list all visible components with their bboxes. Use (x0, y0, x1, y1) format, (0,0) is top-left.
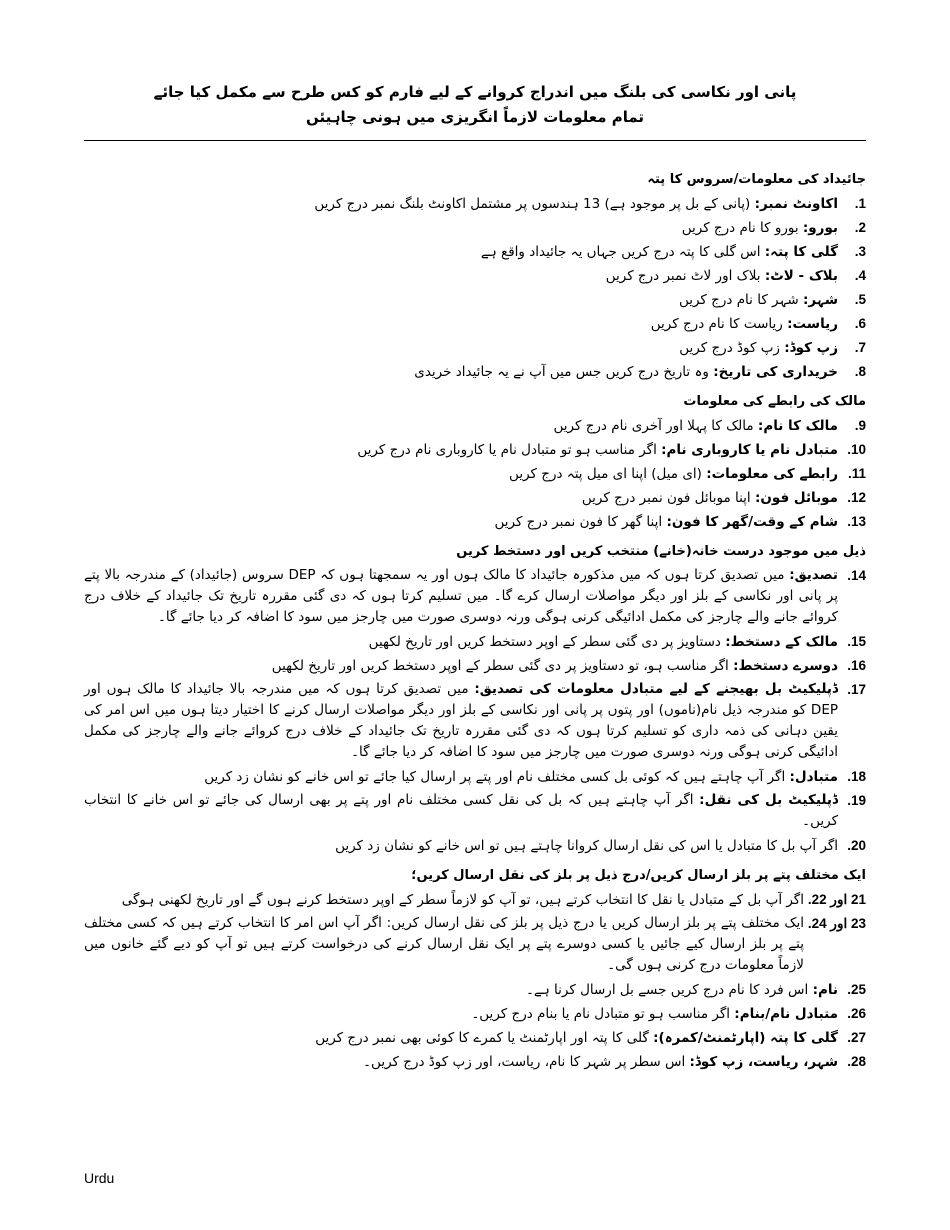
item-description: شہر کا نام درج کریں (678, 292, 804, 308)
item-description: وہ تاریخ درج کریں جس میں آپ نے یہ جائیداد خریدی (414, 364, 714, 380)
item-text (84, 462, 838, 486)
item-description: اس گلی کا پتہ درج کریں جہاں یہ جائیداد واقع ہے (480, 244, 765, 260)
section-heading: ایک مختلف پتے پر بلز ارسال کریں/درج ذیل پر بلز کی نقل ارسال کریں؛ (411, 868, 866, 883)
list-item (84, 216, 866, 240)
list-item (84, 312, 866, 336)
item-text (84, 336, 838, 360)
item-description: گلی کا پتہ اور اپارٹمنٹ یا کمرے کا کوئی بھی نمبر درج کریں (315, 1030, 654, 1046)
item-number: 27. (847, 1030, 866, 1045)
item-number: 21 اور 22. (807, 892, 866, 907)
item-text (84, 312, 838, 336)
item-description: اگر مناسب ہو تو متبادل نام یا کاروباری نام درج کریں (357, 442, 662, 458)
list-item (84, 888, 866, 912)
item-text (84, 264, 838, 288)
item-label: دوسرے دستخط: (733, 658, 838, 674)
item-number: 14. (847, 568, 866, 583)
item-number: 20. (847, 838, 866, 853)
item-description: دستاویز پر دی گئی سطر کے اوپر دستخط کریں اور تاریخ لکھیں (368, 634, 726, 650)
list-item (84, 438, 866, 462)
item-text (84, 1026, 838, 1050)
item-description: اگر آپ چاہتے ہیں کہ بل کی نقل کسی مختلف نام اور پتے پر بھی ارسال کی جائے تو اس خانے کا انتخاب کریں۔ (84, 792, 838, 829)
item-description: اس سطر پر شہر کا نام، ریاست، اور زپ کوڈ درج کریں۔ (363, 1054, 690, 1070)
item-number: 4. (854, 268, 866, 283)
item-description: میں تصدیق کرتا ہوں کہ میں مندرجہ بالا جائیداد کا مالک ہوں اور DEP کو مندرجہ ذیل نام(ناموں) اور پتوں پر پانی اور نکاسی کے بلز اور دیگر مواصلات ارسال کرنے کا اختیار دیتا ہوں میں اس امر کی یقین دہانی کی ذمہ داری کو تسلیم کرتا ہوں کہ دی گئی مقررہ تاریخ تک جائیداد کے خلاف درج کروائے جانے والے چارجز کی مکمل ادائیگی کرنی ہوگی ورنہ دوسری صورت میں چارجز میں سود کا اضافہ کر دیا جائے گا۔ (84, 681, 838, 760)
item-number: 10. (847, 442, 866, 457)
list-item (84, 336, 866, 360)
item-text (84, 192, 838, 216)
item-text (84, 414, 838, 438)
item-description: اگر مناسب ہو، تو دستاویز پر دی گئی سطر کے اوپر دستخط کریں اور تاریخ لکھیں (271, 658, 734, 674)
title-line-1: پانی اور نکاسی کی بلنگ میں اندراج کروانے کے لیے فارم کو کس طرح سے مکمل کیا جائے (153, 83, 797, 101)
item-text (84, 790, 838, 832)
section-spacer (84, 1074, 866, 1080)
instruction-list (84, 888, 866, 1074)
section-heading: جائیداد کی معلومات/سروس کا پتہ (647, 172, 866, 187)
item-description: اپنا گھر کا فون نمبر درج کریں (494, 514, 667, 530)
item-number: 11. (847, 466, 866, 481)
item-label: خریداری کی تاریخ: (713, 364, 838, 380)
instructions-body (84, 168, 866, 1080)
item-number: 7. (854, 340, 866, 355)
item-label: متبادل نام/بنام: (734, 1006, 838, 1022)
item-description: اس فرد کا نام درج کریں جسے بل ارسال کرنا ہے۔ (526, 982, 813, 998)
item-text (84, 240, 838, 264)
section-heading: ذیل میں موجود درست خانہ(خانے) منتخب کریں اور دستخط کریں (456, 544, 866, 559)
item-text (84, 486, 838, 510)
item-description: (ای میل) اپنا ای میل پتہ درج کریں (509, 466, 707, 482)
item-text (84, 834, 838, 858)
item-number: 17. (847, 682, 866, 697)
list-item (84, 264, 866, 288)
instruction-list (84, 414, 866, 534)
list-item (84, 240, 866, 264)
list-item (84, 288, 866, 312)
item-label: ڈپلیکیٹ بل بھیجنے کے لیے متبادل معلومات کی تصدیق: (474, 681, 838, 697)
item-description: مالک کا پہلا اور آخری نام درج کریں (553, 418, 758, 434)
item-number: 1. (854, 196, 866, 211)
item-description: اگر آپ بل کے متبادل یا نقل کا انتخاب کرتے ہیں، تو آپ کو لازماً سطر کے اوپر دستخط کرنے ہوں گے اور تاریخ لکھنی ہوگی (121, 892, 804, 908)
item-text (84, 216, 838, 240)
item-label: متبادل: (789, 769, 838, 785)
item-number: 25. (847, 982, 866, 997)
item-label: بورو: (802, 220, 838, 236)
item-label: اکاونٹ نمبر: (754, 196, 838, 212)
list-item (84, 510, 866, 534)
list-item (84, 414, 866, 438)
item-label: شام کے وقت/گھر کا فون: (666, 514, 838, 530)
item-number: 18. (847, 769, 866, 784)
instruction-list (84, 565, 866, 858)
item-number: 6. (854, 316, 866, 331)
list-item (84, 1002, 866, 1026)
item-description: اپنا موبائل فون نمبر درج کریں (581, 490, 755, 506)
item-label: ریاست: (787, 316, 838, 332)
item-label: شہر، ریاست، زپ کوڈ: (689, 1054, 838, 1070)
item-label: موبائل فون: (754, 490, 838, 506)
item-number: 2. (854, 220, 866, 235)
item-number: 19. (847, 793, 866, 808)
list-item (84, 913, 866, 976)
list-item (84, 654, 866, 678)
item-number: 12. (847, 490, 866, 505)
instruction-list (84, 192, 866, 384)
list-item (84, 462, 866, 486)
item-text (84, 1050, 838, 1074)
footer-language: Urdu (84, 1170, 115, 1186)
item-number: 26. (847, 1006, 866, 1021)
list-item (84, 565, 866, 628)
item-number: 3. (854, 244, 866, 259)
item-label: شہر: (803, 292, 838, 308)
list-item (84, 679, 866, 763)
list-item (84, 192, 866, 216)
page-header (84, 80, 866, 130)
item-number: 23 اور 24. (807, 916, 866, 931)
item-text (84, 978, 838, 1002)
list-item (84, 834, 866, 858)
item-description: میں تصدیق کرتا ہوں کہ میں مذکورہ جائیداد کا مالک ہوں اور یہ سمجھتا ہوں کہ DEP سروس (جائیداد) کے مندرجہ بالا پتے پر پانی اور نکاسی کے بلز اور دیگر مواصلات ارسال کرے گا۔ میں تسلیم کرتا ہوں کہ دی گئی مقررہ تاریخ تک جائیداد کے خلاف درج کروائے جانے والے چارجز کی مکمل ادائیگی کرنی ہوگی ورنہ دوسری صورت میں چارجز میں سود کا اضافہ کر دیا جائے گا۔ (84, 567, 838, 625)
item-text (84, 654, 838, 678)
item-label: بلاک - لاٹ: (764, 268, 838, 284)
item-label: گلی کا پتہ (اپارٹمنٹ/کمرہ): (653, 1030, 838, 1046)
item-description: ریاست کا نام درج کریں (650, 316, 788, 332)
item-description: بلاک اور لاٹ نمبر درج کریں (605, 268, 765, 284)
item-label: رابطے کی معلومات: (706, 466, 838, 482)
item-number: 16. (847, 658, 866, 673)
item-text (84, 913, 804, 976)
item-number: 13. (847, 514, 866, 529)
item-number: 9. (854, 418, 866, 433)
item-text (84, 438, 838, 462)
item-text (84, 765, 838, 789)
item-label: تصدیق: (789, 567, 838, 583)
item-label: گلی کا پتہ: (764, 244, 838, 260)
list-item (84, 630, 866, 654)
item-text (84, 360, 838, 384)
item-number: 5. (854, 292, 866, 307)
item-description: ایک مختلف پتے پر بلز ارسال کریں یا درج ذیل پر بلز کی نقل ارسال کریں: اگر آپ اس امر کا انتخاب کرتے ہیں کہ کسی مختلف پتے پر بلز ارسال کیے جائیں یا کسی دوسرے پتے پر ایک نقل ارسال کرنے کی درخواست کرتے ہیں تو آپ کو دیے گئے خانوں میں لازماً معلومات درج کرنی ہوں گی۔ (84, 915, 804, 973)
item-text (84, 679, 838, 763)
item-label: ڈپلیکیٹ بل کی نقل: (699, 792, 838, 808)
item-label: نام: (812, 982, 838, 998)
item-description: زپ کوڈ درج کریں (679, 340, 785, 356)
item-description: بورو کا نام درج کریں (681, 220, 803, 236)
list-item (84, 1026, 866, 1050)
section-heading: مالک کی رابطے کی معلومات (683, 394, 866, 409)
item-number: 28. (847, 1054, 866, 1069)
item-text (84, 1002, 838, 1026)
list-item (84, 790, 866, 832)
item-text (84, 288, 838, 312)
item-text (84, 565, 838, 628)
list-item (84, 765, 866, 789)
item-text (84, 510, 838, 534)
list-item (84, 1050, 866, 1074)
item-number: 8. (854, 364, 866, 379)
item-label: مالک کا نام: (757, 418, 838, 434)
item-number: 15. (847, 634, 866, 649)
item-text (84, 630, 838, 654)
list-item (84, 360, 866, 384)
item-description: (پانی کے بل پر موجود ہے) 13 ہندسوں پر مشتمل اکاونٹ بلنگ نمبر درج کریں (314, 196, 755, 212)
header-divider (84, 140, 866, 141)
list-item (84, 486, 866, 510)
item-label: مالک کے دستخط: (725, 634, 838, 650)
item-label: متبادل نام یا کاروباری نام: (661, 442, 838, 458)
item-description: اگر آپ بل کا متبادل یا اس کی نقل ارسال کروانا چاہتے ہیں تو اس خانے کو نشان زد کریں (335, 838, 838, 854)
item-label: زپ کوڈ: (784, 340, 838, 356)
item-text (84, 888, 804, 912)
list-item (84, 978, 866, 1002)
item-description: اگر مناسب ہو تو متبادل نام یا بنام درج کریں۔ (471, 1006, 735, 1022)
title-line-2: تمام معلومات لازماً انگریزی میں ہونی چاہیئں (305, 108, 645, 126)
item-description: اگر آپ چاہتے ہیں کہ کوئی بل کسی مختلف نام اور پتے پر ارسال کیا جائے تو اس خانے کو نشان زد کریں (204, 769, 790, 785)
